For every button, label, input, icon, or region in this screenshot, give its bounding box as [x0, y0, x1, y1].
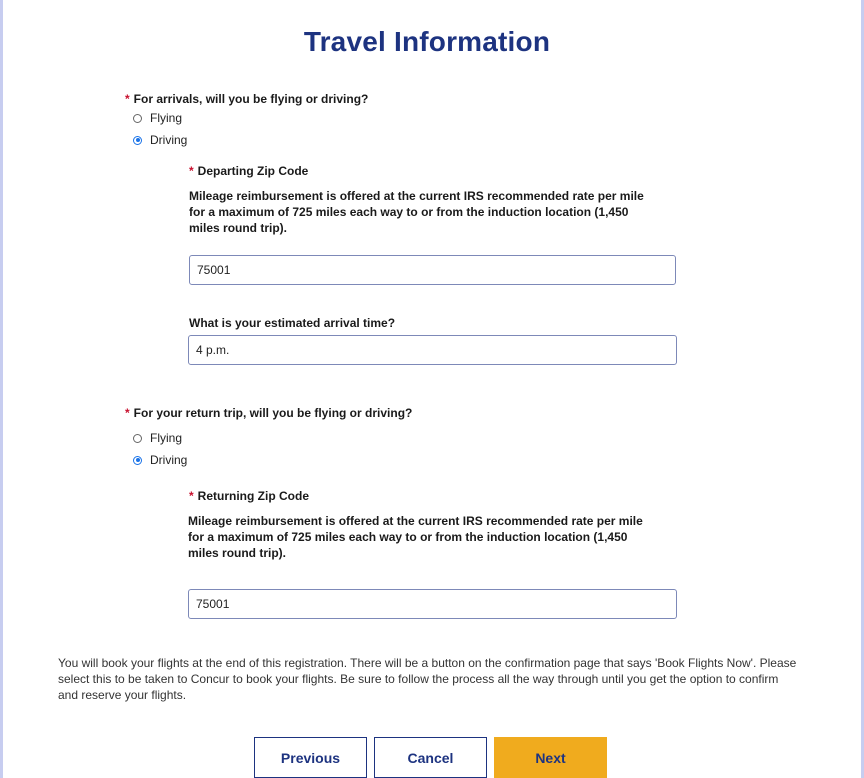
radio-button-selected[interactable]	[133, 456, 142, 465]
left-page-border	[0, 0, 3, 778]
radio-label: Flying	[150, 431, 183, 445]
arrival-question-label: For arrivals, will you be flying or driving?	[133, 92, 369, 106]
page-title: Travel Information	[303, 26, 551, 57]
radio-label: Flying	[150, 111, 183, 125]
booking-note: You will book your flights at the end of this registration. There will be a button on the confirmation page that says 'Book Flights Now'. Please select this to be taken to Concur to book your flights. Be sure to follow the process all the way through until you get the option to confirm and reserve your flights.	[58, 656, 797, 702]
cancel-button[interactable]: Cancel	[374, 737, 487, 778]
previous-button[interactable]: Previous	[254, 737, 367, 778]
departing-zip-help: Mileage reimbursement is offered at the current IRS recommended rate per mile for a maximum of 725 miles each way to or from the induction location (1,450 miles round trip).	[189, 189, 644, 235]
radio-label: Driving	[150, 133, 188, 147]
arrival-time-input[interactable]: 4 p.m.	[188, 335, 677, 365]
required-marker: *	[189, 164, 194, 178]
required-marker: *	[125, 92, 130, 106]
arrival-option-driving[interactable]	[133, 133, 187, 147]
radio-button[interactable]	[133, 114, 142, 123]
return-option-driving[interactable]	[133, 453, 187, 467]
next-button[interactable]: Next	[494, 737, 607, 778]
arrival-option-flying[interactable]	[133, 111, 182, 125]
radio-label: Driving	[150, 453, 188, 467]
departing-zip-label	[189, 164, 308, 178]
radio-button-selected[interactable]	[133, 136, 142, 145]
return-question	[125, 406, 412, 420]
required-marker: *	[125, 406, 130, 420]
departing-zip-label-text: Departing Zip Code	[197, 164, 309, 178]
return-question-label: For your return trip, will you be flying or driving?	[133, 406, 413, 420]
arrival-question	[125, 92, 368, 106]
radio-button[interactable]	[133, 434, 142, 443]
returning-zip-help: Mileage reimbursement is offered at the current IRS recommended rate per mile for a maximum of 725 miles each way to or from the induction location (1,450 miles round trip).	[188, 514, 643, 560]
return-option-flying[interactable]	[133, 431, 182, 445]
returning-zip-label	[189, 489, 309, 503]
required-marker: *	[189, 489, 194, 503]
arrival-time-label: What is your estimated arrival time?	[189, 316, 396, 330]
departing-zip-input[interactable]: 75001	[189, 255, 676, 285]
returning-zip-label-text: Returning Zip Code	[197, 489, 309, 503]
returning-zip-input[interactable]: 75001	[188, 589, 677, 619]
